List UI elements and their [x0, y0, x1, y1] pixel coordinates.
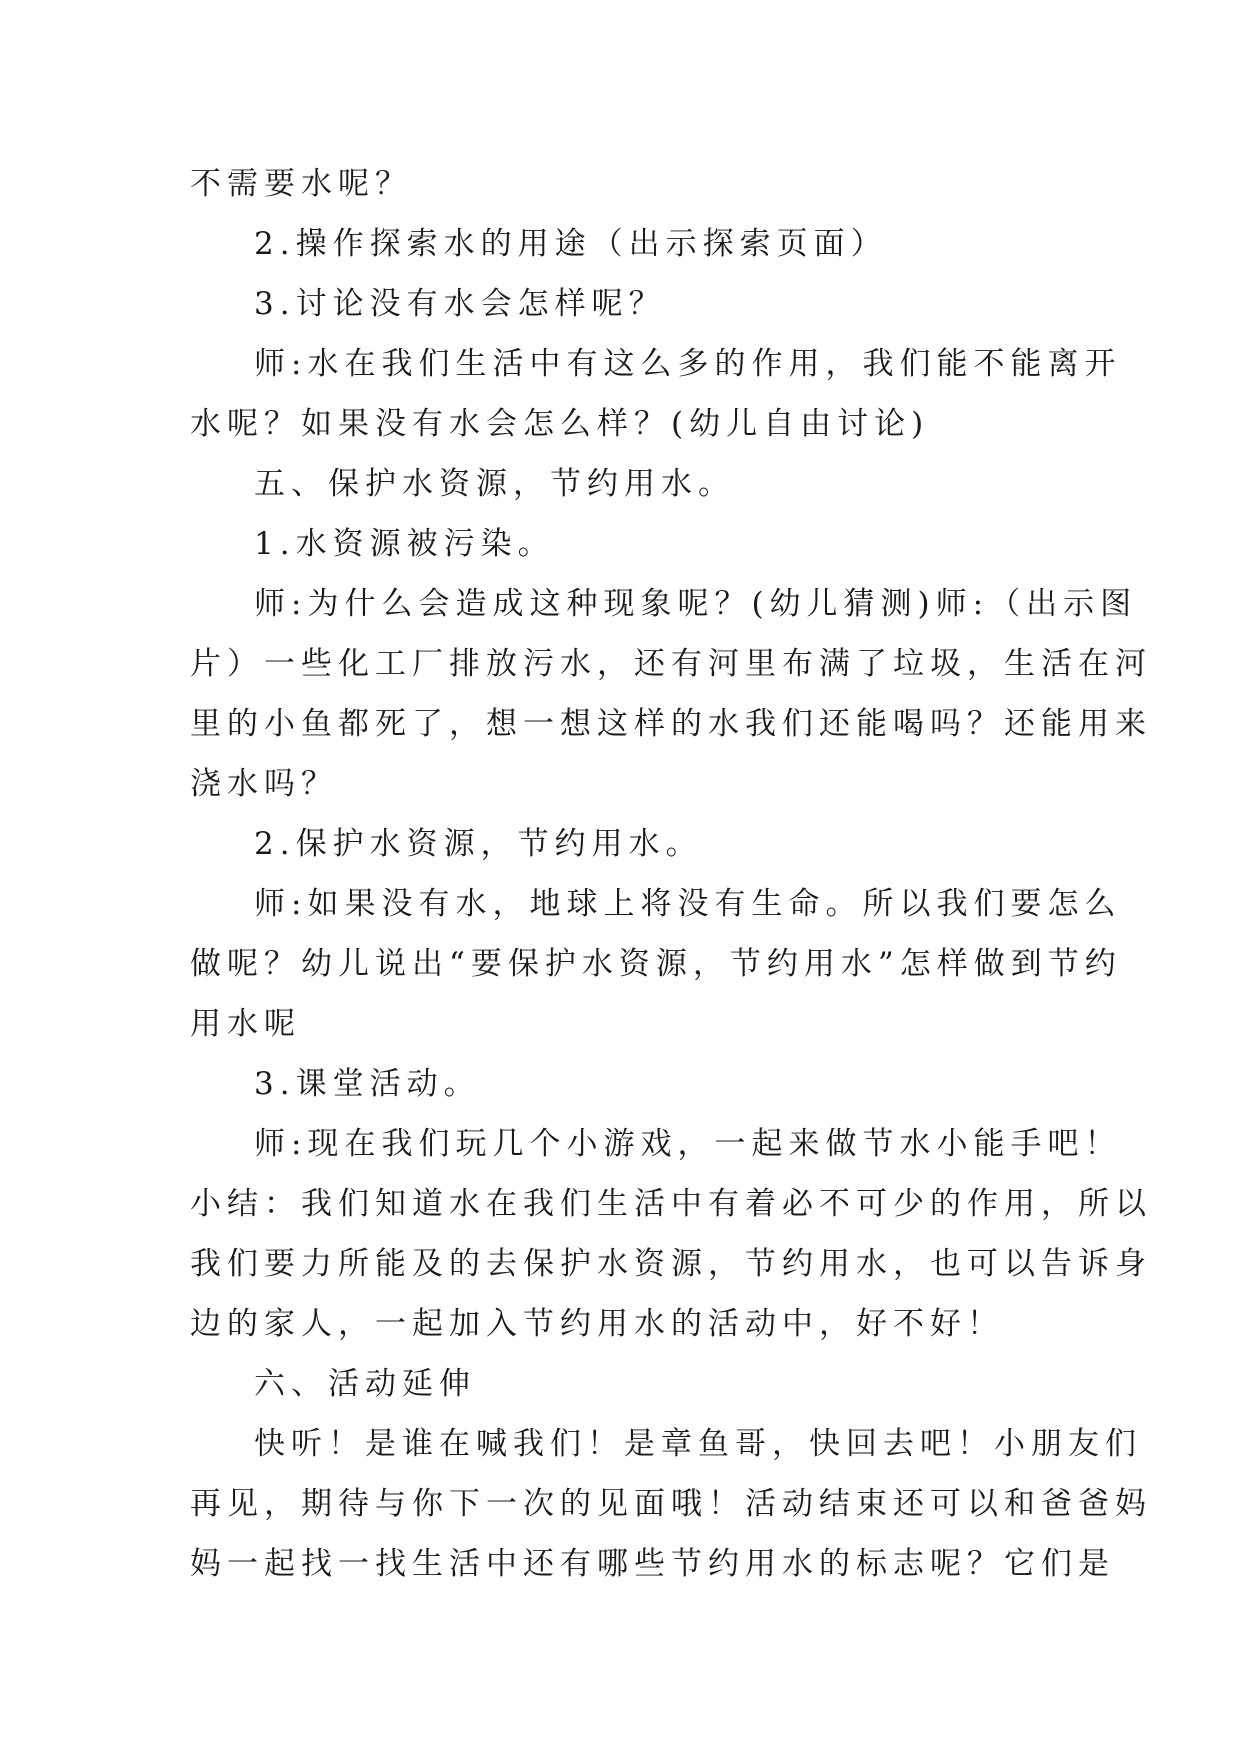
text-line: 2.保护水资源，节约用水。 — [254, 826, 703, 862]
document-body — [190, 154, 1152, 1594]
text-line: 浇水吗？ — [190, 766, 338, 802]
text-line: 师:如果没有水，地球上将没有生命。所以我们要怎么 — [254, 886, 1122, 922]
text-line: 水呢？如果没有水会怎么样？(幼儿自由讨论) — [190, 406, 930, 442]
text-line: 里的小鱼都死了，想一想这样的水我们还能喝吗？还能用来 — [190, 706, 1152, 742]
text-line: 3.课堂活动。 — [254, 1066, 481, 1102]
text-line: 师:为什么会造成这种现象呢？(幼儿猜测)师:（出示图 — [254, 586, 1138, 622]
section-heading: 六、活动延伸 — [254, 1366, 476, 1402]
text-line: 做呢？幼儿说出“要保护水资源，节约用水”怎样做到节约 — [190, 946, 1122, 982]
text-line: 再见，期待与你下一次的见面哦！活动结束还可以和爸爸妈 — [190, 1486, 1152, 1522]
text-line: 2.操作探索水的用途（出示探索页面） — [254, 226, 888, 262]
section-heading: 五、保护水资源，节约用水。 — [254, 466, 735, 502]
text-line: 边的家人，一起加入节约用水的活动中，好不好！ — [190, 1306, 1004, 1342]
text-line: 快听！是谁在喊我们！是章鱼哥，快回去吧！小朋友们 — [254, 1426, 1142, 1462]
text-line: 妈一起找一找生活中还有哪些节约用水的标志呢？它们是 — [190, 1546, 1115, 1582]
text-line: 我们要力所能及的去保护水资源，节约用水，也可以告诉身 — [190, 1246, 1152, 1282]
text-line: 师:现在我们玩几个小游戏，一起来做节水小能手吧！ — [254, 1126, 1122, 1162]
text-line: 1.水资源被污染。 — [254, 526, 555, 562]
text-line: 3.讨论没有水会怎样呢？ — [254, 286, 666, 322]
text-line: 片）一些化工厂排放污水，还有河里布满了垃圾，生活在河 — [190, 646, 1152, 682]
text-line: 不需要水呢？ — [190, 166, 412, 202]
text-line: 小结：我们知道水在我们生活中有着必不可少的作用，所以 — [190, 1186, 1152, 1222]
text-line: 用水呢 — [190, 1006, 301, 1042]
text-line: 师:水在我们生活中有这么多的作用，我们能不能离开 — [254, 346, 1122, 382]
